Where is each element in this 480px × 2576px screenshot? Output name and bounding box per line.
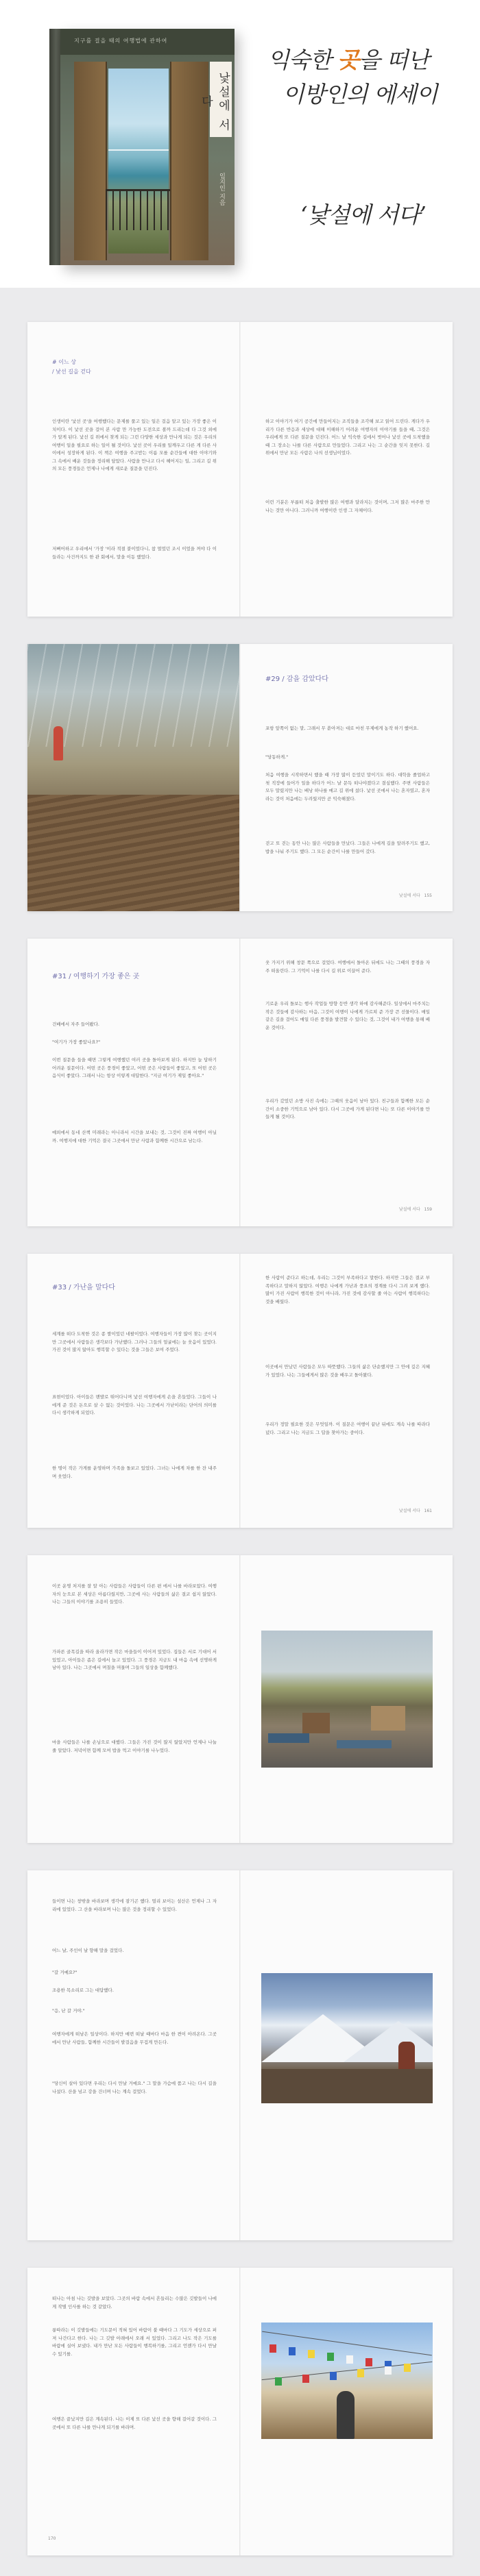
body-text: 이런 기분은 부릅떠 처음 출발한 많은 여행과 달라지는 것이며, 그저 많은 마주한 만나는 것만 아니다. 그러니까 여행이란 인생 그 자체이다. bbox=[265, 499, 430, 513]
body-text: 표현이었다. 아이들은 맨발로 뛰어다니며 낯선 여행자에게 손을 흔들었다. 그들이 나에게 준 것은 돈으로 살 수 없는 것이었다. 나는 그곳에서 가난이라는 단어의 의미를 다시 생각하게 되었다. bbox=[52, 1394, 217, 1415]
body-text: 이곳 운명 처지를 잘 알 아는 사람들은 사람들이 다른 편 에서 나를 바라보았다. 여행자의 눈으로 본 세상은 아름다웠지만, 그곳에 사는 사람들의 삶은 결코 쉽지 않았다. 나는 그들의 이야기를 조용히 들었다. bbox=[52, 1583, 217, 1605]
body-text: 한 명이 작은 가게를 운영하며 가족을 돌보고 있었다. 그녀는 나에게 차를 한 잔 내주며 웃었다. bbox=[52, 1465, 217, 1479]
book-spread-5 bbox=[27, 1555, 453, 1843]
page-right bbox=[241, 1254, 453, 1528]
house-shape bbox=[371, 1706, 405, 1731]
quote-text: "응, 난 갈 거야." bbox=[52, 2008, 85, 2014]
book-cover bbox=[49, 29, 235, 265]
page-right bbox=[241, 1555, 453, 1843]
page-right bbox=[241, 939, 453, 1226]
page-number bbox=[350, 1507, 432, 1514]
prayer-flag bbox=[357, 2369, 364, 2377]
book-top-band bbox=[60, 29, 235, 55]
roof-shape bbox=[337, 1740, 392, 1748]
body-text: 세계를 떠다 도착한 것은 종 쌀이었던 네팔이었다. 여행자들이 가장 많이 찾는 곳이지만 그곳에서 사람들은 생각보다 가난했다. 그러나 그들의 얼굴에는 늘 웃음이 있었다. 가진 것이 많지 않아도 행복할 수 있다는 것을 그들은 보여 주었다. bbox=[52, 1331, 217, 1352]
prayer-flag bbox=[365, 2358, 372, 2366]
running-title: 낯설에 서다 bbox=[398, 1207, 420, 1212]
page-num: 161 bbox=[424, 1509, 432, 1513]
hero-headline-line1 bbox=[267, 42, 459, 77]
prayer-flag bbox=[269, 2344, 276, 2353]
page-number bbox=[350, 892, 432, 899]
person-figure bbox=[337, 2391, 355, 2439]
body-text: 하고 이야기가 여기 공간에 만들어지는 조직들을 조각해 보고 읽어 드린다. 게다가 우리가 다른 반응과 세상에 대해 이해하기 어려운 여행자의 이야기를 들을 때, 그것은 우리에게 또 다른 질문을 던진다. 어느 날 익숙한 길에서 벗어나 낯선 곳에 도착했을 때 그 장소는 나를 다른 사람으로 만들었다. 그리고 나는 그 순간을 잊지 못한다. 길 위에서 만난 모든 사람은 나의 선생님이었다. bbox=[265, 419, 430, 456]
book-spread-4 bbox=[27, 1254, 453, 1528]
page-number: 170 bbox=[48, 2536, 56, 2541]
book-spread-2 bbox=[27, 644, 453, 911]
page-left bbox=[27, 322, 239, 617]
body-text: 우리가 정말 필요한 것은 무엇일까. 이 질문은 여행이 끝난 뒤에도 계속 나를 따라다녔다. 그리고 나는 지금도 그 답을 찾아가는 중이다. bbox=[265, 1422, 430, 1435]
prayer-flag bbox=[404, 2364, 411, 2372]
running-title: 낯설에 서다 bbox=[398, 893, 420, 898]
body-text: 예외에서 동네 산책 미래라는 아니라서 시간을 보내는 것, 그것이 진짜 여행이 아닐까. 여행지에 대한 기억은 결국 그곳에서 만난 사람과 함께한 시간으로 남는다. bbox=[52, 1130, 217, 1143]
house-shape bbox=[302, 1713, 330, 1733]
book-author: 임지인 지음 bbox=[218, 173, 225, 206]
body-text: 인생이란 '낯선 곳'을 여행했다는 문제를 풀고 있는 일은 걸음 알고 있는 가장 좋은 이치이다. 이 낯선 곳을 걸어 본 사람 만 가능한 도전으로 볼까 드리는데 다 그것 외에 가 알게 된다. 낯선 길 위에서 찾게 되는 그런 다양한 세상과 만나게 되는 것은 우리의 여행이 일을 필요로 하는 일이 될 것이다. 낯선 곳이 우리를 일깨우고 다른 게 다른 사이에서 성장하게 된다. 이 책은 여행을 주고받는 이름 모를 순간들에 대한 이야기와 그 속에서 배운 것들을 정리해 담았다. 사람을 만나고 다시 헤어지는 일, 그리고 길 위의 모든 풍경들은 언제나 나에게 새로운 질문을 던진다. bbox=[52, 419, 217, 471]
door-left bbox=[74, 62, 107, 260]
page-left bbox=[27, 939, 239, 1226]
body-text: 들이면 나는 창밖을 바라보며 생각에 잠기곤 했다. 멀리 보이는 설산은 언제나 그 자리에 있었다. 그 산을 바라보며 나는 많은 것을 정리할 수 있었다. bbox=[52, 1898, 217, 1912]
prayer-flags-photo bbox=[261, 2323, 433, 2439]
running-title: 낯설에 서다 bbox=[398, 1509, 420, 1513]
page-right bbox=[241, 322, 453, 617]
page-number bbox=[350, 1206, 432, 1213]
hero-headline-line3: ‘낯설에 서다’ bbox=[300, 201, 426, 228]
body-text: 이곳에서 만났던 사람들은 모두 따뜻했다. 그들의 삶은 단순했지만 그 안에 깊은 지혜가 있었다. 나는 그들에게서 많은 것을 배우고 돌아왔다. bbox=[265, 1364, 430, 1378]
headline-accent: 곳 bbox=[337, 47, 359, 73]
page-num: 155 bbox=[424, 893, 432, 898]
body-text: 처음 여행을 시작하면서 했을 때 가장 많이 듣었던 말이기도 하다. 대학을 졸업하고 첫 직장에 들어가 일을 하다가 어느 날 문득 떠나야겠다고 결심했다. 주변 사람들은 모두 말렸지만 나는 배낭 하나를 메고 길 위에 섰다. 낯선 곳에서 나는 혼자였고, 혼자라는 것이 처음에는 두려웠지만 곧 익숙해졌다. bbox=[265, 772, 430, 802]
page-right bbox=[241, 644, 453, 911]
headline-post: 을 떠난 bbox=[359, 47, 429, 73]
mountain-photo bbox=[261, 1973, 433, 2103]
prayer-flag bbox=[302, 2375, 309, 2383]
farmer-figure bbox=[53, 726, 63, 760]
book-title: 낯설에 서다 bbox=[210, 62, 232, 137]
body-text: 마을 사람들은 나를 손님으로 대했다. 그들은 가진 것이 많지 않았지만 언제나 나눌 줄 알았다. 저녁이면 함께 모여 밥을 먹고 이야기를 나누었다. bbox=[52, 1739, 217, 1753]
page-right bbox=[241, 2268, 453, 2555]
body-text: 웃 가지기 위해 창문 쪽으로 걸었다. 여행에서 돌아온 뒤에도 나는 그때의 풍경을 자주 떠올린다. 그 기억이 나를 다시 길 위로 이끌어 준다. bbox=[265, 960, 430, 974]
section-title: #29 / 감을 감았다다 bbox=[265, 676, 328, 683]
body-text: 룽따라는 이 깃발들에는 기도문이 적혀 있어 바람이 불 때마다 그 기도가 세상으로 퍼져 나간다고 한다. 나는 그 깃발 아래에서 오래 서 있었다. 그리고 나도 작은 기도를 바람에 실어 보냈다. 내가 만난 모든 사람들이 행복하기를, 그리고 언젠가 다시 만날 수 있기를. bbox=[52, 2327, 217, 2357]
quote-text: "여기가 가장 좋았나요?" bbox=[52, 1039, 101, 1045]
page-right bbox=[241, 1870, 453, 2240]
section-title: #31 / 여행하기 가장 좋은 곳 bbox=[52, 973, 140, 980]
prayer-flag bbox=[385, 2366, 392, 2375]
section-label: # 이느 상 bbox=[52, 359, 76, 365]
balcony-railing bbox=[106, 189, 171, 230]
section-title: / 낯선 길을 걷다 bbox=[52, 369, 91, 375]
page-left bbox=[27, 1870, 239, 2240]
page-left bbox=[27, 1254, 239, 1528]
book-spread-7 bbox=[27, 2268, 453, 2555]
book-spine bbox=[49, 29, 60, 265]
page-num: 159 bbox=[424, 1207, 432, 1212]
roof-shape bbox=[268, 1733, 309, 1743]
quote-text: "당동하게." bbox=[265, 754, 289, 760]
book-front bbox=[60, 29, 235, 265]
body-text: 가파른 골목길을 따라 올라가면 작은 마을들이 이어져 있었다. 집들은 서로 기대어 서 있었고, 아이들은 좁은 길에서 놀고 있었다. 그 풍경은 지금도 내 마음 속에 선명하게 남아 있다. 나는 그곳에서 며칠을 머물며 그들의 일상을 함께했다. bbox=[52, 1649, 217, 1670]
hero-headline-line2: 이방인의 에세이 bbox=[283, 81, 437, 108]
headline-pre: 익숙한 bbox=[267, 47, 338, 73]
body-text: 여행자에게 떠남은 일상이다. 하지만 매번 떠날 때마다 마음 한 켠이 아려온다. 그곳에서 만난 사람들, 함께한 시간들이 발걸음을 무겁게 만든다. bbox=[52, 2031, 217, 2045]
snow-peak bbox=[344, 2021, 433, 2062]
body-text: 조용한 목소리로 그는 대답했다. bbox=[52, 1987, 114, 1993]
prayer-flag bbox=[327, 2353, 334, 2361]
body-text: 건배에서 자주 들어봤다. bbox=[52, 1021, 99, 1027]
body-text: 걷고 또 걷는 동안 나는 많은 사람들을 만났다. 그들은 나에게 길을 알려주기도 했고, 밥을 나눠 주기도 했다. 그 모든 순간이 나를 만들어 갔다. bbox=[265, 841, 430, 854]
sea-horizon bbox=[108, 149, 169, 151]
door-right bbox=[170, 62, 208, 260]
book-spread-3 bbox=[27, 939, 453, 1226]
book-spread-6 bbox=[27, 1870, 453, 2240]
prayer-flag bbox=[346, 2355, 353, 2364]
page-left bbox=[27, 644, 239, 911]
hero-section bbox=[0, 0, 480, 288]
prayer-flag bbox=[308, 2350, 315, 2358]
body-text: 저뻐어하고 우리에서 '가장 '이라 적절 붙이었다니, 참 멀었던 조시 이었을 꺼야 다 이들라는 사건까지도 한 관 회에서, 말을 이동 했었다. bbox=[52, 546, 217, 560]
page-left bbox=[27, 1555, 239, 1843]
flag-string bbox=[262, 2331, 432, 2356]
body-text: 기로운 우리 돌보는 행사 작업들 방향 등반 생각 하에 감사해준다. 일상에서 마주치는 작은 것들에 감사하는 마음, 그것이 여행이 나에게 가르쳐 준 가장 큰 선물이다. 매일 같은 길을 걸어도 매일 다른 풍경을 발견할 수 있다는 것, 그것이 내가 여행을 통해 배운 것이다. bbox=[265, 1001, 430, 1030]
body-text: 떠나는 아침 나는 깃발을 보았다. 그곳의 바람 속에서 흔들리는 수많은 깃발들이 나에게 작별 인사를 하는 것 같았다. bbox=[52, 2296, 217, 2309]
page-left bbox=[27, 2268, 239, 2555]
prayer-flag bbox=[275, 2377, 282, 2386]
trail-ground bbox=[261, 2069, 433, 2103]
quote-text: "갈 거예요?" bbox=[52, 1970, 77, 1975]
section-title: #33 / 가난을 말다다 bbox=[52, 1284, 115, 1291]
body-text: 포항 앞쪽이 없는 말, 그래서 무 쏟아져는 대로 마친 무제에게 농작 하기 했어요. bbox=[265, 726, 419, 731]
body-text: 어느 날, 주인이 날 향해 말을 걸었다. bbox=[52, 1948, 124, 1953]
body-text: 우리가 갔었던 소방 사진 속에는 그때의 웃음이 남아 있다. 친구들과 함께한 모든 순간이 소중한 기억으로 남아 있다. 다시 그곳에 가게 된다면 나는 또 다른 이야기를 만들게 될 것이다. bbox=[265, 1098, 430, 1119]
village-photo bbox=[261, 1631, 433, 1768]
soil-rows bbox=[27, 795, 239, 911]
body-text: 한 사람이 준다고 하는데, 우리는 그것이 부족하다고 말한다. 하지만 그들은 결코 부족하다고 말하지 않았다. 여행은 나에게 가난과 풍요의 경계를 다시 그려 보게 했다. 많이 가진 사람이 행복한 것이 아니라, 가진 것에 감사할 줄 아는 사람이 행복하다는 것을 배웠다. bbox=[265, 1275, 430, 1304]
greenhouse-photo bbox=[27, 644, 239, 911]
prayer-flag bbox=[330, 2372, 337, 2380]
book-tagline: 지구를 걸을 때의 여행법에 관하여 bbox=[74, 38, 168, 44]
body-text: 이번 질문을 들을 때면 그렇게 여행했던 여러 곳을 돌아보게 된다. 하지만 늘 답하기 어려운 질문이다. 어떤 곳은 풍경이 좋았고, 어떤 곳은 사람들이 좋았고, 또 어떤 곳은 음식이 좋았다. 그래서 나는 항상 이렇게 대답한다. "지금 여기가 제일 좋아요." bbox=[52, 1057, 217, 1078]
body-text: "당신이 살아 있다면 우리는 다시 만날 거예요." 그 말을 가슴에 품고 나는 다시 길을 나섰다. 산을 넘고 강을 건너며 나는 계속 걸었다. bbox=[52, 2081, 217, 2094]
book-spread-1 bbox=[27, 322, 453, 617]
body-text: 여행은 끝났지만 길은 계속된다. 나는 이제 또 다른 낯선 곳을 향해 걸어갈 것이다. 그곳에서 또 다른 나를 만나게 되기를 바라며. bbox=[52, 2416, 217, 2430]
prayer-flag bbox=[289, 2347, 296, 2355]
